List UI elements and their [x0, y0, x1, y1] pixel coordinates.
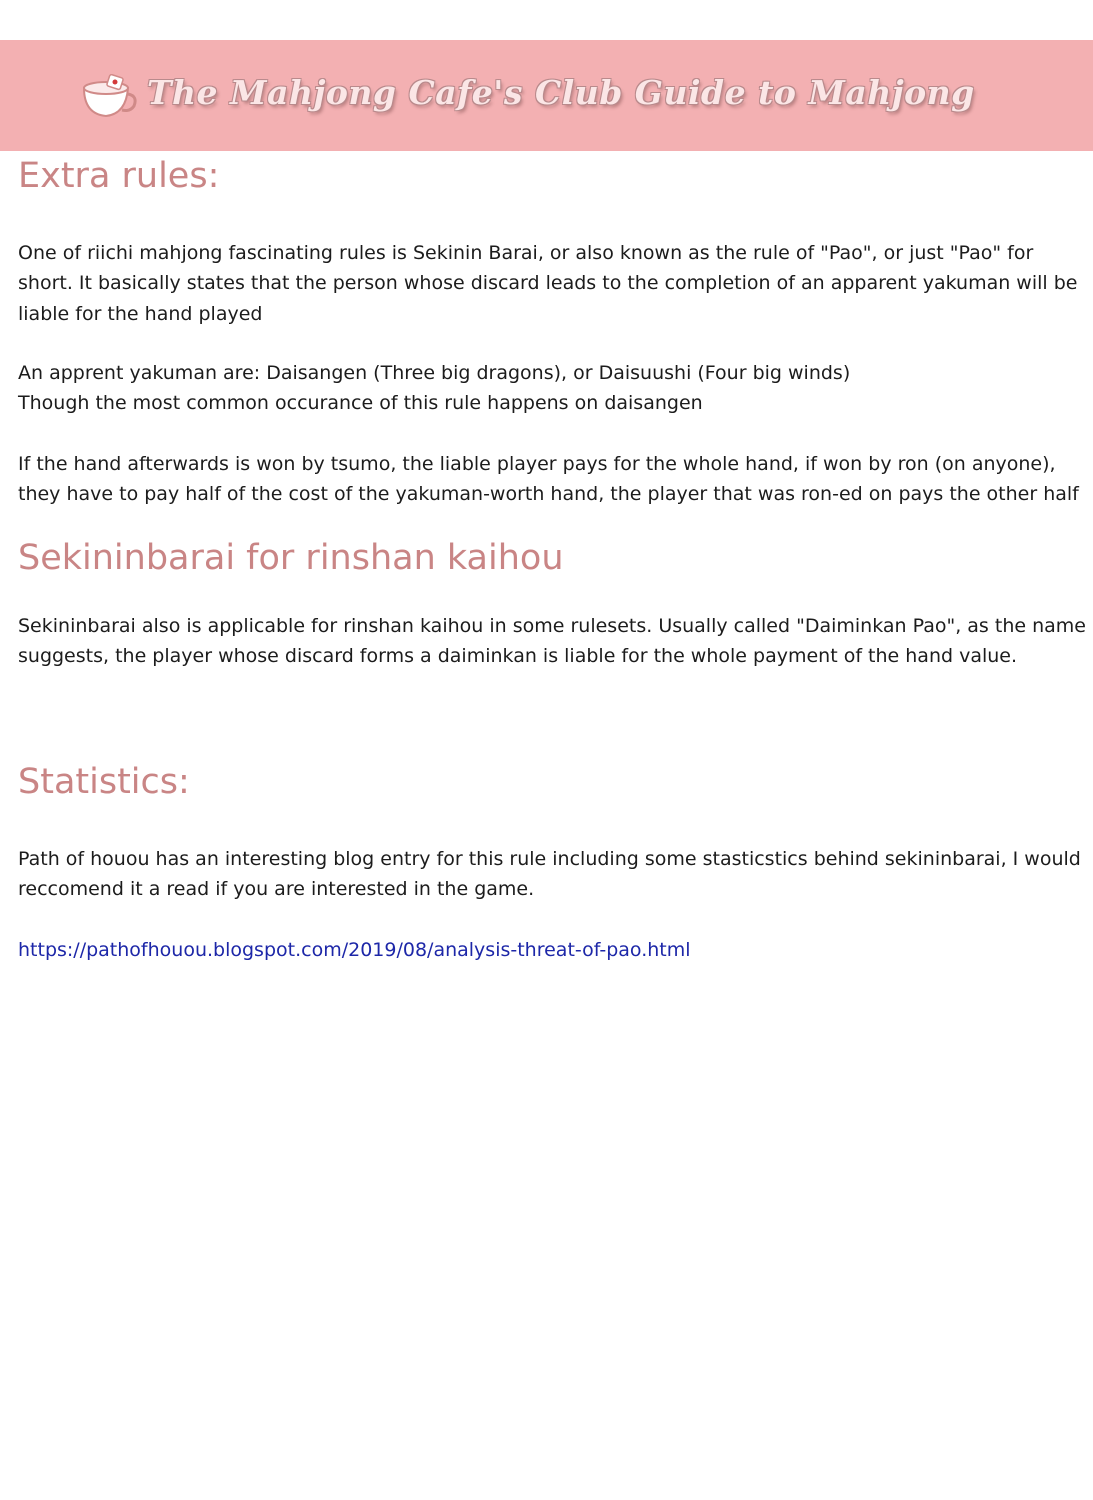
text-line: An apprent yakuman are: Daisangen (Three big dragons), or Daisuushi (Four big winds)	[18, 362, 851, 384]
teacup-icon	[78, 74, 140, 120]
paragraph-payment	[18, 449, 1083, 510]
blog-link[interactable]: https://pathofhouou.blogspot.com/2019/08/analysis-threat-of-pao.html	[18, 939, 691, 961]
text-line: If the hand afterwards is won by tsumo, the liable player pays for the whole hand, if won by ron (on anyone),	[18, 453, 1056, 475]
text-line: short. It basically states that the person whose discard leads to the completion of an apparent yakuman will be	[18, 272, 1078, 295]
text-line: they have to pay half of the cost of the yakuman-worth hand, the player that was ron-ed on pays the other half	[18, 483, 1079, 506]
paragraph-statistics	[18, 844, 1083, 905]
heading-extra-rules: Extra rules:	[18, 156, 220, 196]
header-title: The Mahjong Cafe's Club Guide to Mahjong	[147, 73, 975, 112]
paragraph-daiminkan-pao	[18, 611, 1086, 672]
text-line: Path of houou has an interesting blog entry for this rule including some stasticstics behind sekininbarai, I would	[18, 848, 1081, 870]
paragraph-apparent-yakuman	[18, 358, 1083, 419]
header-banner	[0, 40, 1093, 151]
text-line: suggests, the player whose discard forms a daiminkan is liable for the whole payment of the hand value.	[18, 645, 1018, 668]
text-line: Sekininbarai also is applicable for rinshan kaihou in some rulesets. Usually called "Daiminkan Pao", as the name	[18, 615, 1086, 637]
heading-statistics: Statistics:	[18, 762, 190, 802]
text-line: reccomend it a read if you are interested in the game.	[18, 878, 535, 901]
text-line: Though the most common occurance of this rule happens on daisangen	[18, 392, 703, 415]
heading-rinshan: Sekininbarai for rinshan kaihou	[18, 538, 564, 578]
paragraph-pao-intro	[18, 238, 1083, 329]
text-line: liable for the hand played	[18, 302, 263, 325]
text-line: One of riichi mahjong fascinating rules is Sekinin Barai, or also known as the rule of "Pao", or just "Pao" for	[18, 242, 1034, 264]
